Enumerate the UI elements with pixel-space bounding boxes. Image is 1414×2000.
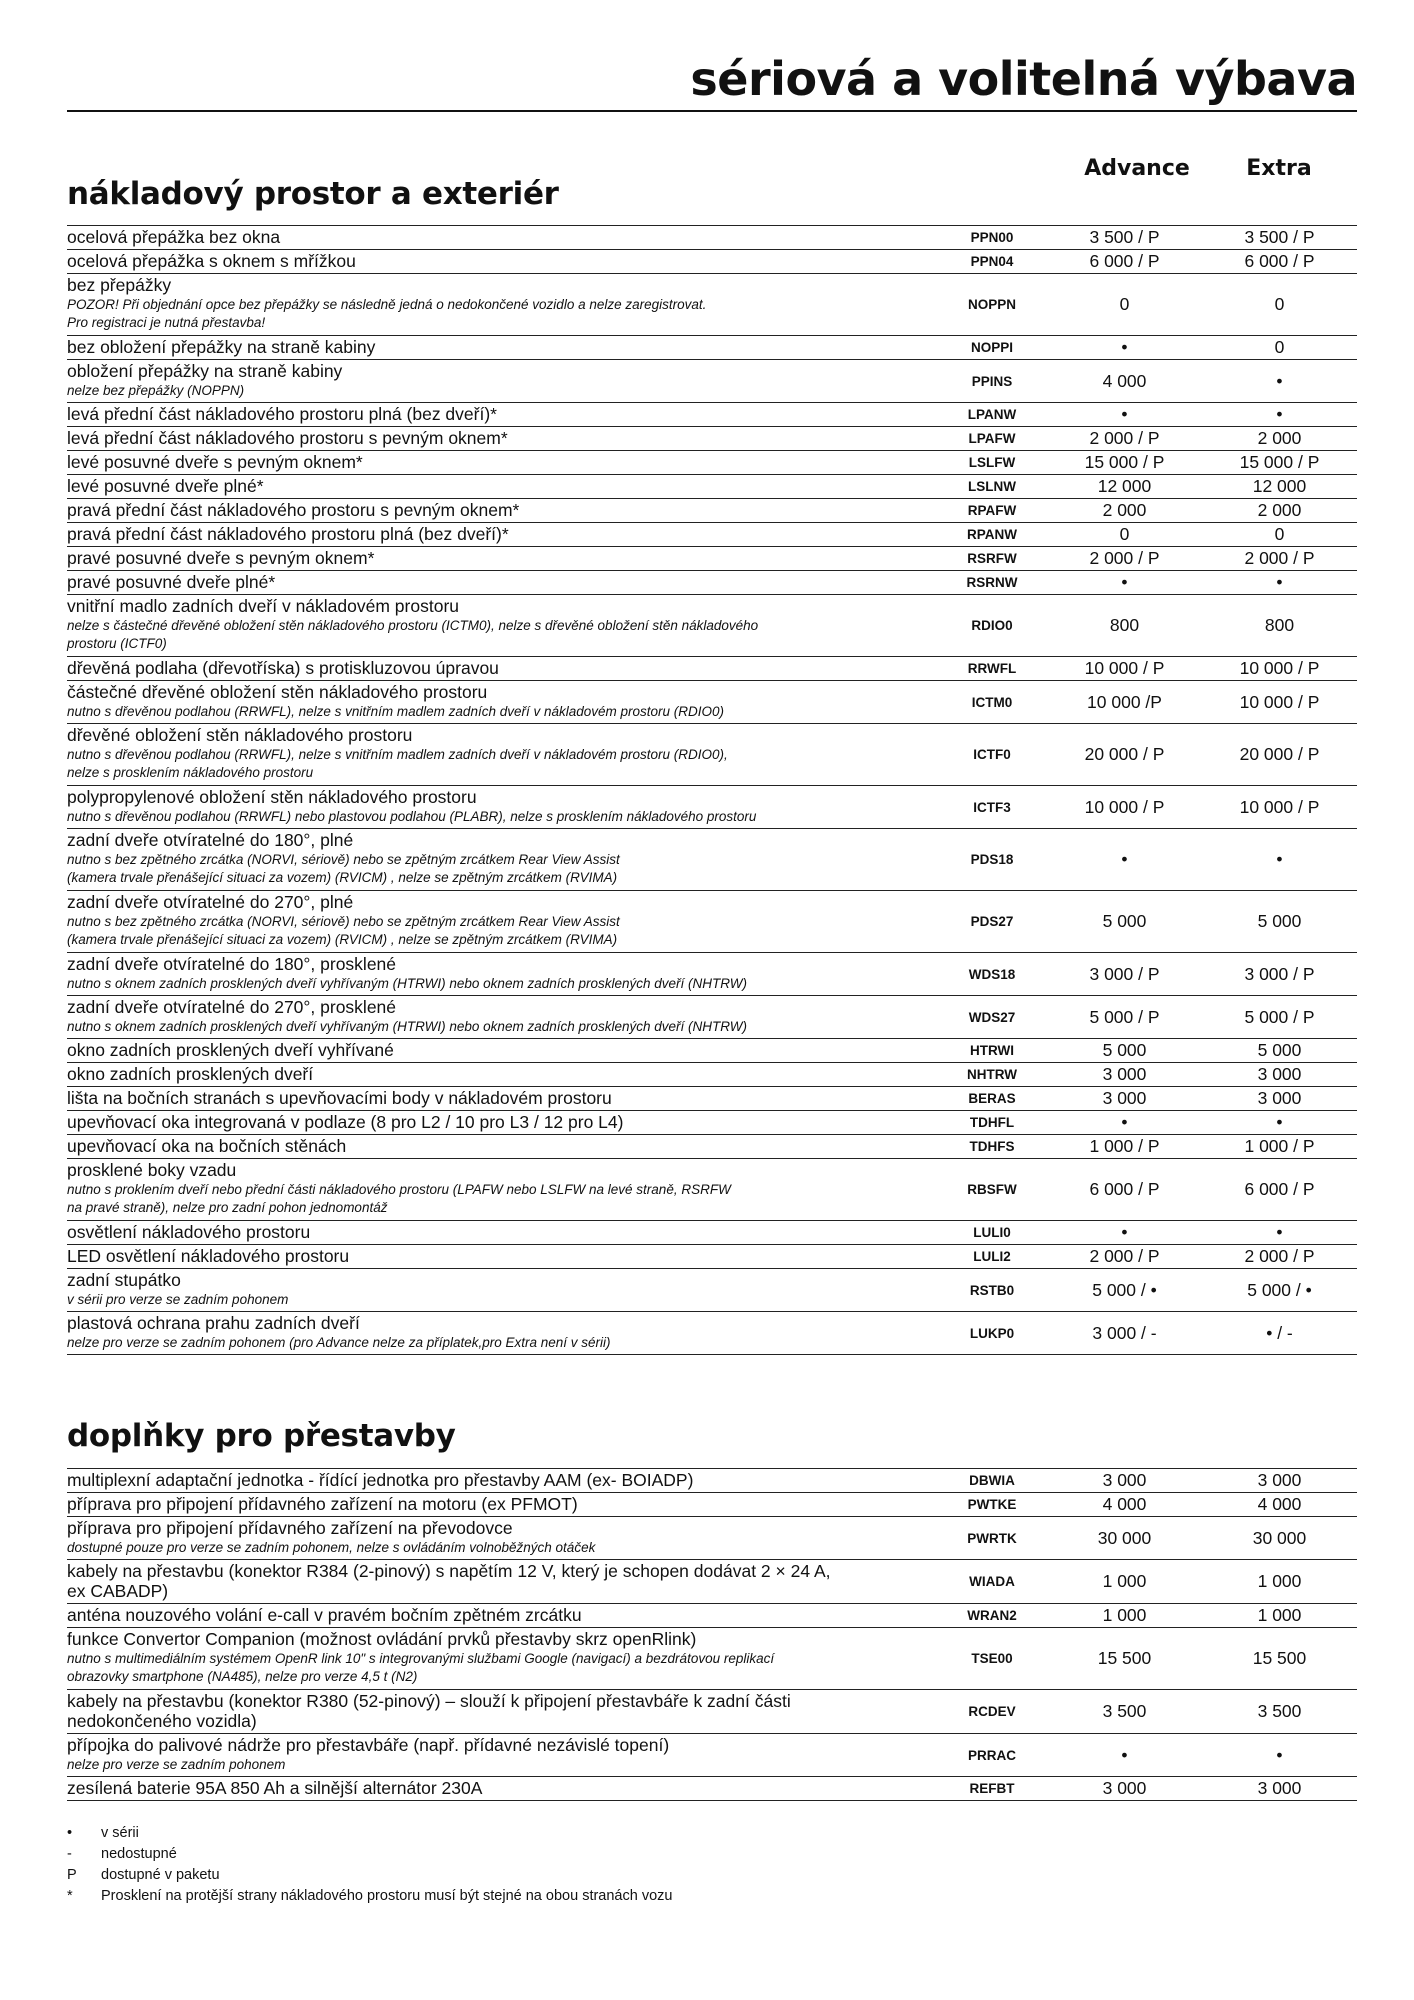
price-advance: 3 000 — [1102, 1470, 1147, 1490]
price-extra: 3 500 / P — [1244, 227, 1315, 247]
item-code: REFBT — [969, 1781, 1015, 1796]
item-code: LSLFW — [968, 455, 1016, 470]
item-code: RPAFW — [967, 503, 1017, 518]
item-name: kabely na přestavbu (konektor R380 (52-pinový) – slouží k připojení přestavbáře k zadní části nedokončeného vozidla) — [67, 1691, 791, 1731]
item-name: ocelová přepážka s oknem s mřížkou — [67, 250, 356, 271]
item-code: WDS18 — [968, 966, 1016, 982]
price-advance: 5 000 — [1102, 1040, 1147, 1060]
price-advance: 6 000 / P — [1089, 251, 1160, 271]
item-name: levá přední část nákladového prostoru s pevným oknem* — [67, 427, 508, 448]
price-advance: 2 000 — [1102, 500, 1147, 520]
item-name: upevňovací oka integrovaná v podlaze (8 pro L2 / 10 pro L3 / 12 pro L4) — [67, 1111, 624, 1132]
item-name: LED osvětlení nákladového prostoru — [67, 1245, 350, 1266]
equipment-table-cargo — [67, 225, 1357, 1355]
item-code: WDS27 — [968, 1009, 1016, 1025]
table-row — [67, 1159, 1357, 1221]
table-row — [67, 1628, 1357, 1690]
price-extra: 10 000 / P — [1239, 658, 1320, 678]
item-description — [67, 338, 937, 358]
item-description — [67, 1223, 937, 1243]
price-advance: 2 000 / P — [1089, 1246, 1160, 1266]
price-extra: 3 000 — [1257, 1088, 1302, 1108]
price-advance: 5 000 / P — [1089, 1006, 1160, 1027]
table-row — [67, 1777, 1357, 1801]
item-code: PDS27 — [970, 914, 1014, 929]
item-description — [67, 1471, 937, 1491]
legend-text: Prosklení na protější strany nákladového prostoru musí být stejné na obou stranách vozu — [101, 1888, 673, 1904]
item-code: PPINS — [971, 373, 1013, 389]
page-title: sériová a volitelná výbava — [690, 52, 1357, 106]
price-extra: 1 000 / P — [1244, 1136, 1315, 1156]
table-row — [67, 1135, 1357, 1159]
item-code: DBWIA — [969, 1473, 1015, 1488]
price-advance: 0 — [1119, 524, 1130, 544]
table-row — [67, 1111, 1357, 1135]
legend-symbol: - — [67, 1846, 72, 1862]
item-code: LPAFW — [968, 431, 1016, 446]
price-extra: • — [1276, 572, 1283, 592]
item-note: nutno s oknem zadních prosklených dveří vyhřívaným (HTRWI) nebo oknem zadních prosklených dveří (NHTRW) — [67, 975, 748, 991]
item-note: nelze pro verze se zadním pohonem — [67, 1756, 286, 1772]
price-advance: 5 000 / • — [1092, 1279, 1157, 1300]
title-rule — [67, 110, 1357, 112]
item-note: dostupné pouze pro verze se zadním pohonem, nelze s ovládáním volnoběžných otáček — [67, 1539, 596, 1555]
price-extra: 0 — [1274, 294, 1285, 314]
legend-item — [67, 1886, 672, 1907]
item-note: v sérii pro verze se zadním pohonem — [67, 1291, 289, 1307]
item-name: dřevěné obložení stěn nákladového prostoru — [67, 725, 413, 746]
item-description — [67, 1137, 937, 1157]
item-code: LPANW — [967, 407, 1017, 422]
table-row — [67, 829, 1357, 891]
item-description — [67, 501, 937, 521]
table-row — [67, 1063, 1357, 1087]
item-name: vnitřní madlo zadních dveří v nákladovém prostoru — [67, 596, 459, 617]
price-extra: 0 — [1274, 524, 1285, 544]
price-advance: 1 000 / P — [1089, 1136, 1160, 1156]
price-extra: 5 000 / P — [1244, 1006, 1315, 1027]
item-description — [67, 525, 937, 545]
item-description — [67, 955, 937, 993]
item-note: POZOR! Při objednání opce bez přepážky se následně jedná o nedokončené vozidlo a nelze zaregistrovat. Pro registraci je nutná přestavba! — [67, 296, 707, 331]
price-extra: • / - — [1266, 1322, 1293, 1343]
item-description — [67, 405, 937, 425]
item-name: pravé posuvné dveře plné* — [67, 571, 276, 592]
item-note: nutno s multimediálním systémem OpenR link 10" s integrovanými službami Google (navigací) a bezdrátovou replikací obrazovky smartphone (NA485), nelze pro verze 4,5 t (N2) — [67, 1650, 775, 1685]
price-extra: 3 000 — [1257, 1470, 1302, 1490]
item-note: nutno s proklením dveří nebo přední části nákladového prostoru (LPAFW nebo LSLFW na levé straně, RSRFW na pravé straně), nelze pro zadní pohon jednomontáž — [67, 1181, 731, 1216]
item-description — [67, 1779, 937, 1799]
price-advance: 6 000 / P — [1089, 1179, 1160, 1199]
price-advance: 10 000 / P — [1084, 796, 1165, 817]
item-description — [67, 252, 937, 272]
legend-symbol: • — [67, 1825, 73, 1841]
table-row — [67, 996, 1357, 1039]
legend-item — [67, 1844, 672, 1865]
item-code: HTRWI — [970, 1043, 1014, 1058]
price-extra: 30 000 — [1252, 1527, 1307, 1548]
item-code: RSRNW — [966, 575, 1018, 590]
price-extra: 15 000 / P — [1239, 452, 1320, 472]
price-extra: 6 000 / P — [1244, 1179, 1315, 1199]
price-advance: 10 000 /P — [1087, 691, 1162, 712]
table-row — [67, 1734, 1357, 1777]
table-row — [67, 1039, 1357, 1063]
legend-text: dostupné v paketu — [101, 1867, 220, 1883]
item-description — [67, 683, 937, 721]
price-advance: 3 000 — [1102, 1064, 1147, 1084]
item-name: přípojka do palivové nádrže pro přestavbáře (např. přídavné nezávislé topení) — [67, 1735, 670, 1755]
price-advance: 3 500 / P — [1089, 227, 1160, 247]
item-name: upevňovací oka na bočních stěnách — [67, 1135, 347, 1156]
item-code: ICTM0 — [971, 694, 1013, 710]
item-description — [67, 831, 937, 888]
table-row — [67, 336, 1357, 360]
legend-text: v sérii — [101, 1825, 139, 1841]
price-advance: 10 000 / P — [1084, 658, 1165, 678]
price-advance: 3 000 / - — [1092, 1322, 1157, 1343]
table-row — [67, 360, 1357, 403]
item-name: multiplexní adaptační jednotka - řídící jednotka pro přestavby AAM (ex- BOIADP) — [67, 1469, 694, 1490]
item-code: RCDEV — [968, 1704, 1016, 1719]
item-code: RSTB0 — [969, 1282, 1015, 1298]
table-row — [67, 1312, 1357, 1355]
price-extra: 2 000 — [1257, 428, 1302, 448]
item-name: funkce Convertor Companion (možnost ovládání prvků přestavby skrz openRlink) — [67, 1629, 697, 1650]
item-code: RDIO0 — [971, 618, 1013, 633]
item-name: zadní dveře otvíratelné do 270°, prosklené — [67, 997, 397, 1017]
price-advance: • — [1121, 1112, 1128, 1132]
item-description — [67, 549, 937, 569]
item-code: PWTKE — [967, 1497, 1017, 1512]
table-row — [67, 1604, 1357, 1628]
column-header-advance: Advance — [1084, 156, 1190, 181]
table-row — [67, 523, 1357, 547]
item-description — [67, 788, 937, 826]
item-note: nutno s dřevěnou podlahou (RRWFL), nelze s vnitřním madlem zadních dveří v nákladovém prostoru (RDIO0) — [67, 703, 725, 719]
price-advance: 3 000 / P — [1089, 963, 1160, 984]
table-row — [67, 891, 1357, 953]
table-row — [67, 475, 1357, 499]
item-description — [67, 477, 937, 497]
item-description — [67, 228, 937, 248]
price-extra: 3 000 / P — [1244, 963, 1315, 984]
item-code: LSLNW — [968, 479, 1016, 494]
item-description — [67, 1089, 937, 1109]
item-note: nelze s částečné dřevěné obložení stěn nákladového prostoru (ICTM0), nelze s dřevěné obložení stěn nákladového prostoru (ICTF0) — [67, 617, 759, 652]
price-extra: 15 500 — [1252, 1648, 1307, 1668]
item-name: plastová ochrana prahu zadních dveří — [67, 1313, 360, 1333]
table-row — [67, 427, 1357, 451]
item-note: nutno s dřevěnou podlahou (RRWFL), nelze s vnitřním madlem zadních dveří v nákladovém prostoru (RDIO0), nelze s prosklením nákladového prostoru — [67, 746, 728, 781]
item-name: příprava pro připojení přídavného zařízení na motoru (ex PFMOT) — [67, 1493, 578, 1514]
item-description — [67, 1271, 937, 1309]
table-row — [67, 657, 1357, 681]
price-advance: • — [1121, 337, 1128, 357]
item-code: RPANW — [967, 527, 1017, 542]
item-name: obložení přepážky na straně kabiny — [67, 361, 343, 381]
table-row — [67, 786, 1357, 829]
legend-symbol: P — [67, 1867, 77, 1883]
table-row — [67, 226, 1357, 250]
legend-item — [67, 1865, 672, 1886]
price-extra: 3 500 — [1257, 1701, 1302, 1721]
item-name: dřevěná podlaha (dřevotříska) s protiskluzovou úpravou — [67, 657, 499, 678]
price-advance: 4 000 — [1102, 370, 1147, 391]
table-row — [67, 403, 1357, 427]
item-name: pravé posuvné dveře s pevným oknem* — [67, 547, 375, 568]
item-code: LUKP0 — [969, 1325, 1015, 1341]
price-advance: 5 000 — [1102, 911, 1147, 931]
table-row — [67, 547, 1357, 571]
price-advance: 15 500 — [1097, 1648, 1152, 1668]
item-name: zadní stupátko — [67, 1270, 181, 1290]
table-row — [67, 1221, 1357, 1245]
item-code: PPN00 — [970, 230, 1014, 245]
item-code: ICTF3 — [973, 799, 1011, 815]
item-note: nelze pro verze se zadním pohonem (pro Advance nelze za příplatek,pro Extra není v sérii) — [67, 1334, 611, 1350]
table-row — [67, 1469, 1357, 1493]
item-name: osvětlení nákladového prostoru — [67, 1221, 311, 1242]
price-extra: 3 000 — [1257, 1778, 1302, 1798]
item-description — [67, 573, 937, 593]
item-name: zadní dveře otvíratelné do 180°, prosklené — [67, 954, 397, 974]
item-code: PRRAC — [967, 1747, 1016, 1763]
item-name: okno zadních prosklených dveří — [67, 1063, 314, 1084]
item-code: RSRFW — [967, 551, 1017, 566]
price-advance: 15 000 / P — [1084, 452, 1165, 472]
item-description — [67, 1606, 937, 1626]
item-code: NHTRW — [967, 1067, 1017, 1082]
item-name: polypropylenové obložení stěn nákladového prostoru — [67, 787, 477, 807]
table-row — [67, 681, 1357, 724]
table-row — [67, 724, 1357, 786]
table-row — [67, 1269, 1357, 1312]
price-extra: 2 000 / P — [1244, 548, 1315, 568]
item-description — [67, 362, 937, 400]
item-description — [67, 1041, 937, 1061]
price-advance: • — [1121, 1222, 1128, 1242]
item-code: PPN04 — [970, 254, 1014, 269]
price-extra: • — [1276, 1112, 1283, 1132]
item-description — [67, 1736, 937, 1774]
item-note: nutno s dřevěnou podlahou (RRWFL) nebo plastovou podlahou (PLABR), nelze s prosklením nákladového prostoru — [67, 808, 757, 824]
price-extra: 800 — [1264, 615, 1295, 635]
item-code: NOPPN — [967, 297, 1016, 312]
item-name: částečné dřevěné obložení stěn nákladového prostoru — [67, 682, 488, 702]
item-note: nelze bez přepážky (NOPPN) — [67, 382, 245, 398]
price-advance: • — [1121, 849, 1128, 869]
item-name: bez obložení přepážky na straně kabiny — [67, 336, 376, 357]
price-advance: • — [1121, 404, 1128, 424]
price-extra: 5 000 — [1257, 1040, 1302, 1060]
price-extra: 12 000 — [1252, 476, 1307, 496]
item-name: anténa nouzového volání e-call v pravém bočním zpětném zrcátku — [67, 1604, 582, 1625]
item-description — [67, 1692, 937, 1731]
legend — [67, 1823, 672, 1907]
price-advance: • — [1121, 572, 1128, 592]
table-row — [67, 1245, 1357, 1269]
price-extra: 10 000 / P — [1239, 796, 1320, 817]
item-description — [67, 1562, 937, 1601]
price-extra: 5 000 / • — [1247, 1279, 1312, 1300]
item-code: TDHFL — [969, 1115, 1015, 1130]
price-advance: 2 000 / P — [1089, 428, 1160, 448]
item-code: BERAS — [968, 1091, 1016, 1106]
price-advance: 3 000 — [1102, 1778, 1147, 1798]
price-extra: 5 000 — [1257, 911, 1302, 931]
item-code: TSE00 — [971, 1651, 1013, 1666]
item-description — [67, 998, 937, 1036]
item-name: ocelová přepážka bez okna — [67, 226, 281, 247]
section-title-conversions: doplňky pro přestavby — [67, 1418, 456, 1454]
price-extra: • — [1276, 1222, 1283, 1242]
price-advance: 1 000 — [1102, 1605, 1147, 1625]
table-row — [67, 953, 1357, 996]
item-description — [67, 1314, 937, 1352]
price-extra: 3 000 — [1257, 1064, 1302, 1084]
price-advance: 30 000 — [1097, 1527, 1152, 1548]
table-row — [67, 1690, 1357, 1734]
price-advance: 20 000 / P — [1084, 744, 1165, 764]
price-extra: 4 000 — [1257, 1494, 1302, 1514]
item-note: nutno s oknem zadních prosklených dveří vyhřívaným (HTRWI) nebo oknem zadních prosklených dveří (NHTRW) — [67, 1018, 748, 1034]
price-extra: 6 000 / P — [1244, 251, 1315, 271]
table-row — [67, 571, 1357, 595]
price-advance: 0 — [1119, 294, 1130, 314]
legend-text: nedostupné — [101, 1846, 177, 1862]
legend-symbol: * — [67, 1888, 73, 1904]
price-extra: 2 000 / P — [1244, 1246, 1315, 1266]
item-description — [67, 429, 937, 449]
item-name: zadní dveře otvíratelné do 180°, plné — [67, 830, 354, 851]
item-description — [67, 726, 937, 783]
price-advance: 4 000 — [1102, 1494, 1147, 1514]
item-code: RBSFW — [967, 1182, 1017, 1197]
price-extra: 10 000 / P — [1239, 691, 1320, 712]
table-row — [67, 274, 1357, 336]
item-name: okno zadních prosklených dveří vyhřívané — [67, 1039, 394, 1060]
column-header-extra: Extra — [1246, 156, 1312, 181]
item-name: levá přední část nákladového prostoru plná (bez dveří)* — [67, 403, 497, 424]
price-advance: 12 000 — [1097, 476, 1152, 496]
legend-item — [67, 1823, 672, 1844]
item-note: nutno s bez zpětného zrcátka (NORVI, sériově) nebo se zpětným zrcátkem Rear View Assist (kamera trvale přenášející situaci za vozem) (RVICM) , nelze se zpětným zrcátkem (RVIMA) — [67, 851, 620, 886]
item-description — [67, 893, 937, 950]
price-extra: 2 000 — [1257, 500, 1302, 520]
item-description — [67, 453, 937, 473]
price-advance: 3 500 — [1102, 1701, 1147, 1721]
item-description — [67, 1065, 937, 1085]
item-name: levé posuvné dveře s pevným oknem* — [67, 451, 363, 472]
item-code: PWRTK — [967, 1530, 1017, 1546]
item-code: RRWFL — [967, 661, 1017, 676]
table-row — [67, 499, 1357, 523]
table-row — [67, 595, 1357, 657]
item-description — [67, 1630, 937, 1687]
item-code: WRAN2 — [967, 1608, 1017, 1623]
item-name: prosklené boky vzadu — [67, 1160, 237, 1181]
price-advance: 1 000 — [1102, 1571, 1147, 1591]
price-extra: 20 000 / P — [1239, 744, 1320, 764]
item-name: zesílená baterie 95A 850 Ah a silnější alternátor 230A — [67, 1777, 483, 1798]
price-advance: 2 000 / P — [1089, 548, 1160, 568]
price-extra: 1 000 — [1257, 1605, 1302, 1625]
item-name: pravá přední část nákladového prostoru s pevným oknem* — [67, 499, 520, 520]
item-code: TDHFS — [969, 1139, 1015, 1154]
equipment-table-conversions — [67, 1468, 1357, 1801]
item-code: LULI2 — [973, 1249, 1011, 1264]
price-advance: 3 000 — [1102, 1088, 1147, 1108]
item-code: WIADA — [969, 1574, 1015, 1589]
item-name: kabely na přestavbu (konektor R384 (2-pinový) s napětím 12 V, který je schopen dodávat 2 × 24 A, ex CABADP) — [67, 1561, 831, 1601]
item-description — [67, 1247, 937, 1267]
item-code: PDS18 — [970, 852, 1014, 867]
price-advance: • — [1121, 1744, 1128, 1765]
item-code: ICTF0 — [973, 747, 1011, 762]
item-description — [67, 276, 937, 333]
price-extra: 1 000 — [1257, 1571, 1302, 1591]
item-name: bez přepážky — [67, 275, 172, 296]
table-row — [67, 451, 1357, 475]
item-description — [67, 1161, 937, 1218]
item-name: pravá přední část nákladového prostoru plná (bez dveří)* — [67, 523, 509, 544]
table-row — [67, 250, 1357, 274]
price-extra: • — [1276, 404, 1283, 424]
item-description — [67, 659, 937, 679]
item-name: lišta na bočních stranách s upevňovacími body v nákladovém prostoru — [67, 1087, 612, 1108]
table-row — [67, 1493, 1357, 1517]
section-title-cargo: nákladový prostor a exteriér — [67, 176, 559, 212]
price-extra: 0 — [1274, 337, 1285, 357]
item-name: levé posuvné dveře plné* — [67, 475, 264, 496]
table-row — [67, 1560, 1357, 1604]
price-advance: 800 — [1109, 615, 1140, 635]
item-name: příprava pro připojení přídavného zařízení na převodovce — [67, 1518, 513, 1538]
item-description — [67, 1519, 937, 1557]
item-description — [67, 1113, 937, 1133]
price-extra: • — [1276, 1744, 1283, 1765]
item-code: LULI0 — [973, 1225, 1011, 1240]
price-extra: • — [1276, 849, 1283, 869]
table-row — [67, 1517, 1357, 1560]
price-extra: • — [1276, 370, 1283, 391]
item-code: NOPPI — [970, 340, 1013, 355]
item-note: nutno s bez zpětného zrcátka (NORVI, sériově) nebo se zpětným zrcátkem Rear View Assist (kamera trvale přenášející situaci za vozem) (RVICM) , nelze se zpětným zrcátkem (RVIMA) — [67, 913, 620, 948]
item-description — [67, 1495, 937, 1515]
table-row — [67, 1087, 1357, 1111]
item-description — [67, 597, 937, 654]
item-name: zadní dveře otvíratelné do 270°, plné — [67, 892, 354, 913]
